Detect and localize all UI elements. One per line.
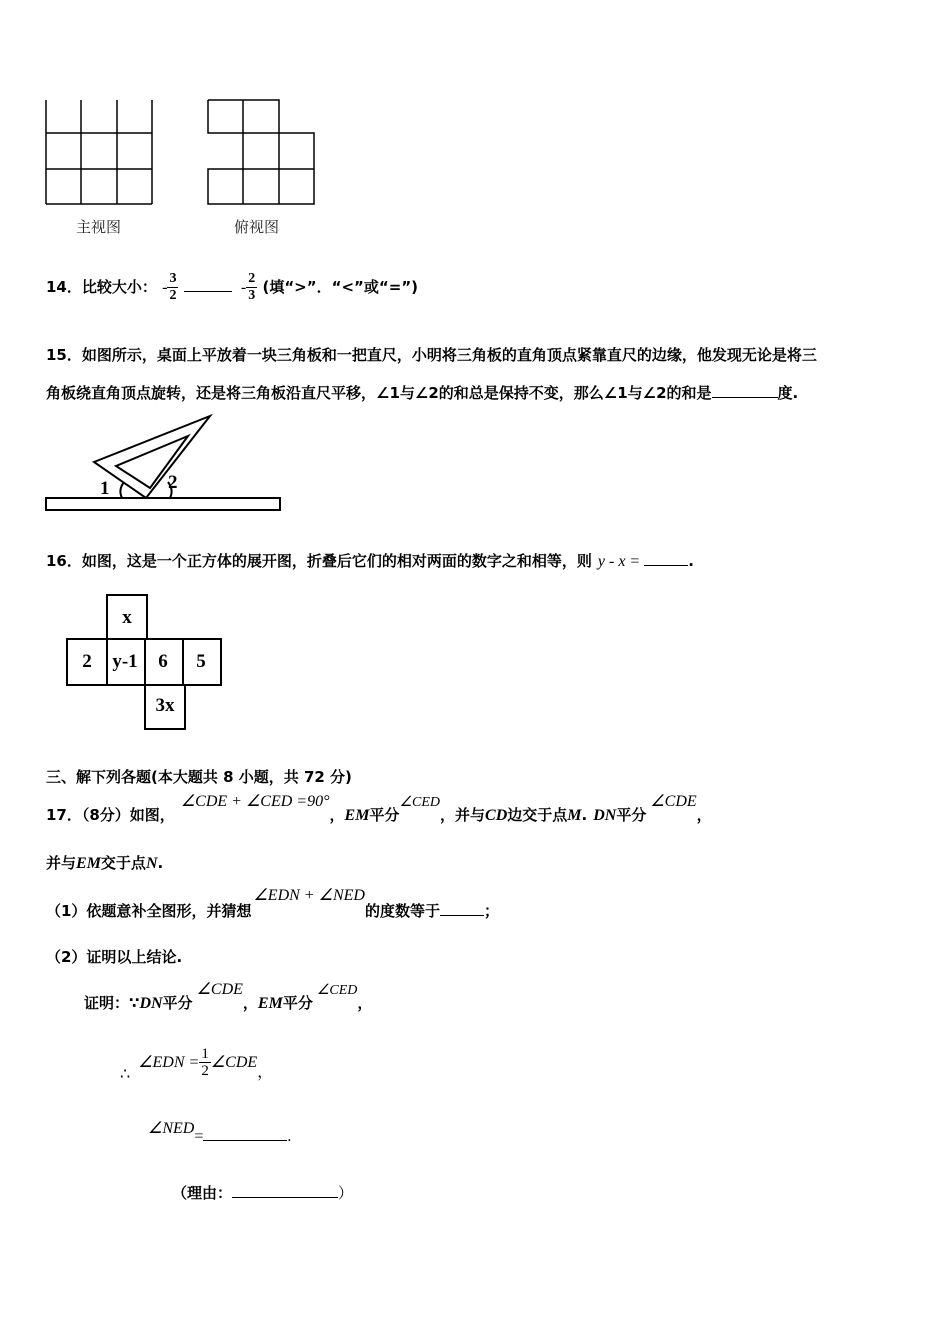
q14-hint: (填“>”．“<”或“=”)	[262, 278, 419, 296]
q15-line1: 15．如图所示，桌面上平放着一块三角板和一把直尺，小明将三角板的直角顶点紧靠直尺的边缘，他发现无论是将三	[46, 346, 817, 364]
q14-frac2-sign: -	[240, 279, 247, 296]
net-cell-1: 2	[66, 638, 108, 686]
front-view-figure	[40, 96, 160, 210]
question-17-line1: 17．（8分）如图，∠CDE + ∠CED =90°，EM平分∠CED，并与CD边交于点M. DN平分∠CDE，	[46, 793, 712, 824]
q16-expression: y - x =	[597, 553, 641, 570]
net-top-cell: x	[106, 594, 148, 640]
half-fraction: $\frac{1}{2}$	[201, 1046, 209, 1079]
q14-fraction-1: $\frac{3}{2}$	[169, 271, 177, 303]
net-cell-4: 5	[182, 638, 222, 686]
q17-part2: （2）证明以上结论.	[46, 948, 183, 966]
front-view-caption: 主视图	[76, 218, 122, 236]
q17-condition: ∠CDE + ∠CED =90°	[180, 793, 330, 810]
top-view-figure	[202, 96, 322, 210]
q17-proof-line2: ∴∠EDN = $\frac{1}{2}$ ∠CDE，	[120, 1046, 274, 1083]
q17-reason: （理由： ）	[172, 1184, 354, 1202]
net-bottom-cell: 3x	[144, 684, 186, 730]
question-17-line2: 并与EM交于点N.	[46, 854, 164, 872]
angle-1-label: 1	[100, 478, 110, 499]
q17-proof-blank[interactable]	[203, 1140, 287, 1141]
q14-frac1-sign: -	[162, 279, 168, 296]
cube-net	[66, 594, 226, 730]
q17-angle-ced: ∠CED	[399, 795, 440, 810]
q14-fraction-2: $\frac{2}{3}$	[248, 271, 256, 303]
q17-proof-line3: ∠NED= .	[148, 1120, 292, 1145]
q17-proof-line1: 证明：∵DN平分∠CDE，EM平分∠CED，	[84, 981, 373, 1012]
angle-2-label: 2	[168, 472, 178, 493]
q17-p1-expression: ∠EDN + ∠NED	[253, 887, 365, 904]
question-16: 16．如图，这是一个正方体的展开图，折叠后它们的相对两面的数字之和相等，则 y - x = .	[46, 552, 694, 570]
q17-reason-blank[interactable]	[232, 1197, 338, 1198]
q17-angle-cde: ∠CDE	[650, 793, 697, 810]
section-3-title: 三、解下列各题(本大题共 8 小题，共 72 分)	[46, 768, 352, 786]
proof-angle-cde: ∠CDE	[196, 981, 243, 998]
q16-answer-blank[interactable]	[644, 565, 688, 566]
top-view-caption: 俯视图	[234, 218, 280, 236]
net-cell-3: 6	[144, 638, 184, 686]
triangle-ruler-figure	[42, 410, 286, 514]
q17-part1: （1）依题意补全图形，并猜想∠EDN + ∠NED的度数等于 ；	[46, 887, 499, 920]
q17-p1-answer-blank[interactable]	[440, 915, 484, 916]
q15-line2: 角板绕直角顶点旋转，还是将三角板沿直尺平移，∠1与∠2的和总是保持不变，那么∠1与∠2的和是 度.	[46, 384, 799, 402]
q14-answer-blank[interactable]	[184, 291, 232, 292]
net-cell-2: y-1	[106, 638, 146, 686]
q15-answer-blank[interactable]	[712, 397, 778, 398]
question-14	[46, 262, 418, 312]
proof-angle-ced: ∠CED	[316, 983, 358, 998]
q14-number: 14．比较大小：	[46, 278, 157, 296]
